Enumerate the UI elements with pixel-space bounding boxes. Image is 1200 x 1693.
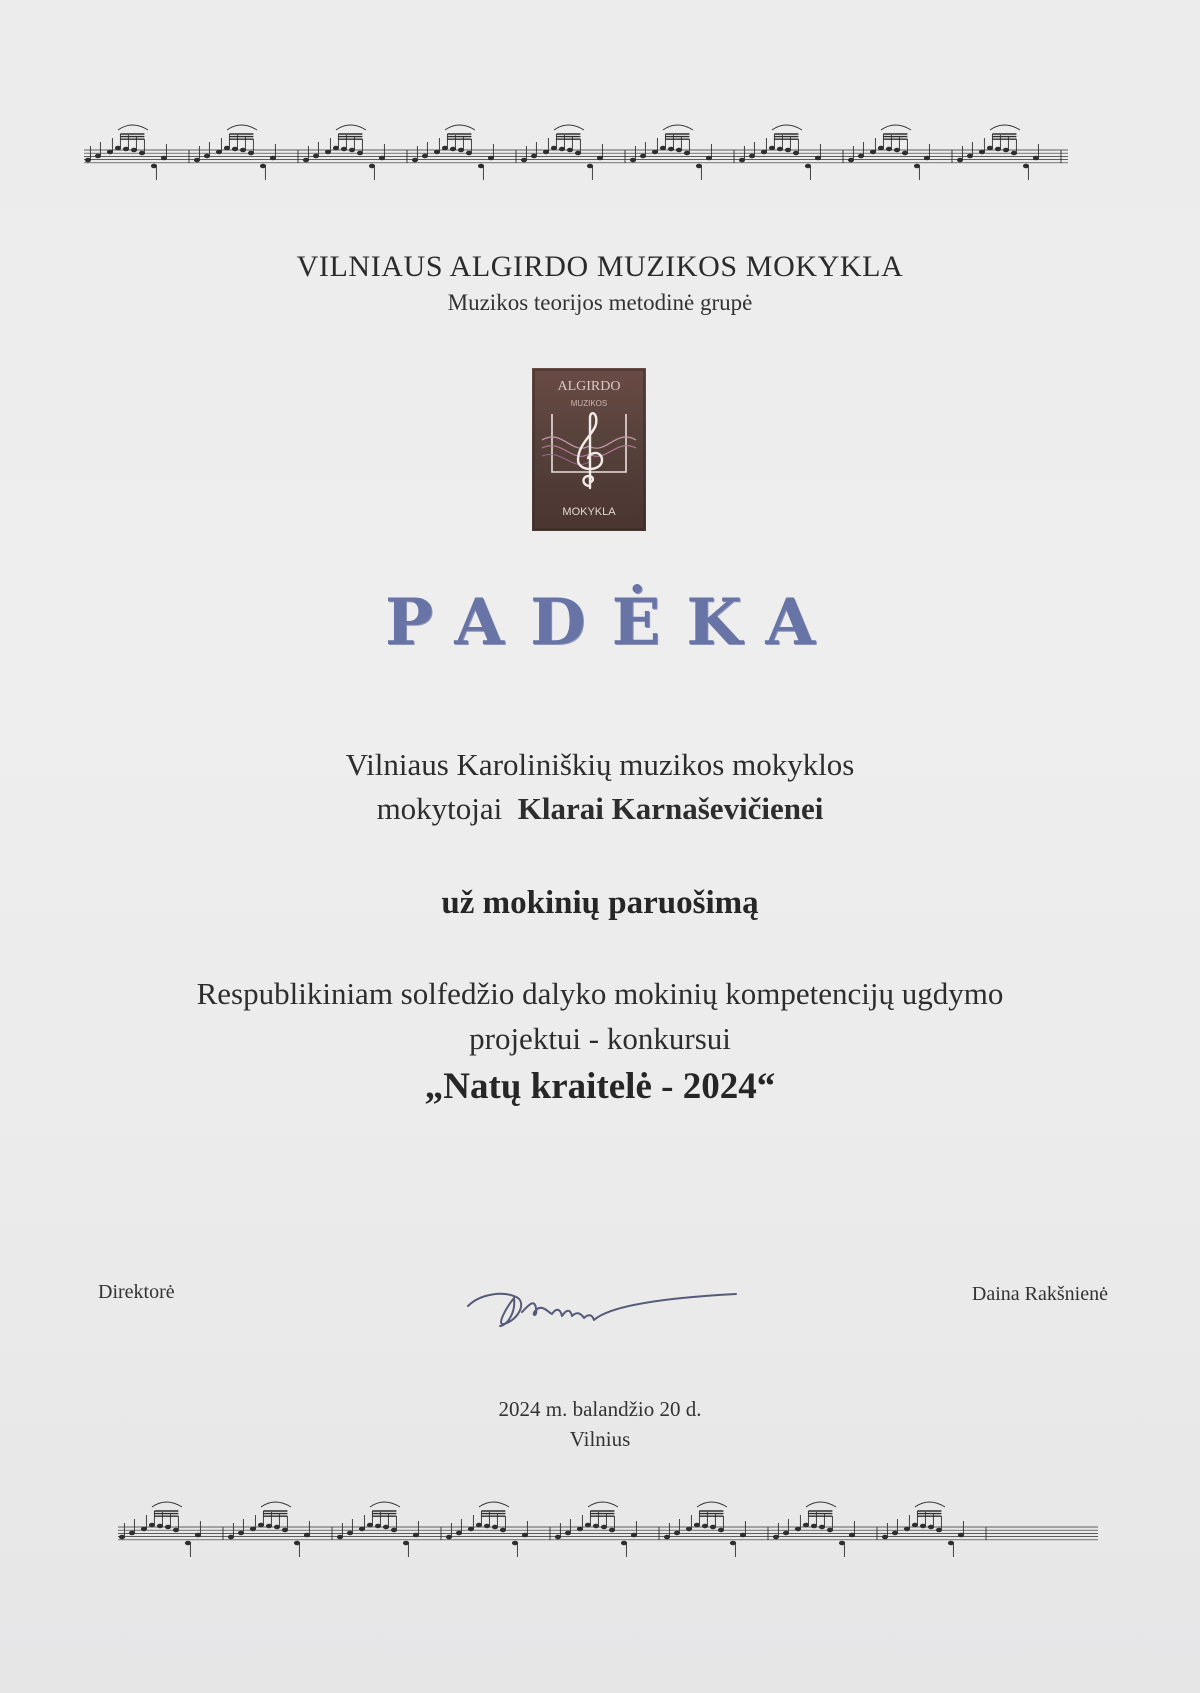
school-logo (532, 368, 646, 531)
logo-middle-text: MUZIKOS (570, 399, 608, 408)
handwritten-signature (460, 1268, 740, 1338)
project-description-cont: projektui - konkursui (469, 1021, 731, 1056)
music-staff-top-decoration (0, 0, 1200, 200)
recipient-school: Vilniaus Karoliniškių muzikos mokyklos (345, 747, 855, 782)
methodical-group: Muzikos teorijos metodinė grupė (447, 290, 753, 315)
school-name: VILNIAUS ALGIRDO MUZIKOS MOKYKLA (296, 250, 904, 283)
certificate-title: PADĖKA (384, 585, 842, 660)
signatory-name: Daina Rakšnienė (971, 1283, 1108, 1305)
project-description: Respublikiniam solfedžio dalyko mokinių kompetencijų ugdymo (196, 976, 1004, 1011)
recipient-line (0, 791, 1200, 827)
logo-top-text: ALGIRDO (557, 379, 621, 394)
issue-date: 2024 m. balandžio 20 d. (498, 1397, 702, 1421)
signatory-role: Direktorė (98, 1281, 175, 1303)
recipient-prefix: mokytojai (376, 791, 503, 826)
logo-bottom-text: MOKYKLA (562, 506, 616, 518)
recipient-name: Klarai Karnaševičienei (517, 791, 824, 826)
contest-name: „Natų kraitelė - 2024“ (424, 1066, 776, 1107)
issue-place: Vilnius (569, 1427, 631, 1451)
award-reason: už mokinių paruošimą (441, 885, 759, 921)
